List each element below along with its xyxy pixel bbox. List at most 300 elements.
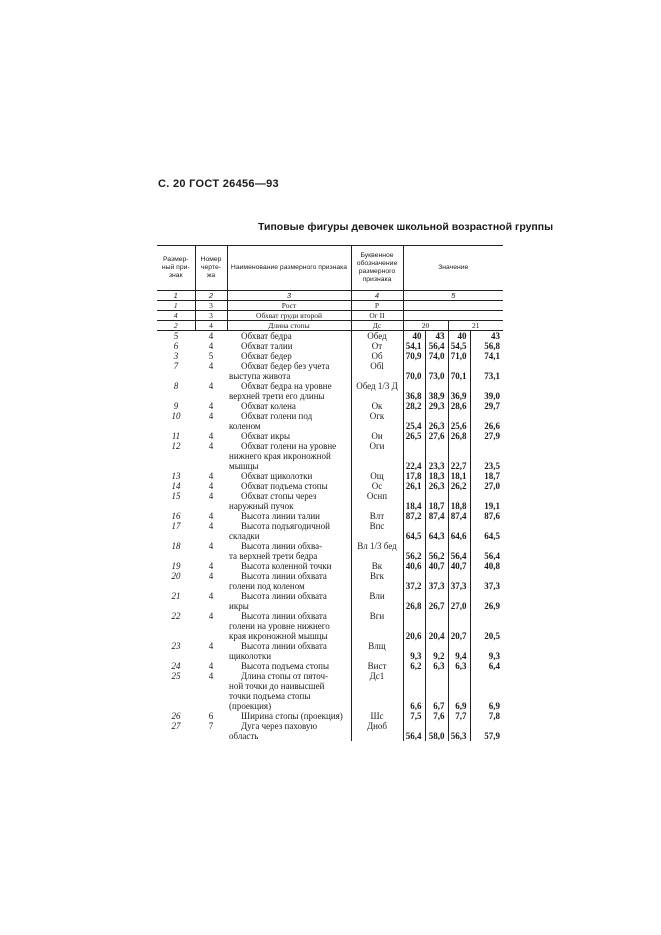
table-row <box>157 341 503 351</box>
row-value: 7,6 <box>425 711 448 721</box>
row-code: Впс <box>351 521 403 531</box>
row-code: Огк <box>351 411 403 421</box>
row-name: Дуга через паховую <box>241 721 318 731</box>
row-code <box>351 461 403 471</box>
row-value: 27,9 <box>470 431 503 441</box>
row-size-no: 16 <box>171 511 181 521</box>
row-name: Высота линии обхвата <box>241 611 327 621</box>
row-name: Обхват талии <box>241 341 293 351</box>
row-value: 56,4 <box>405 731 422 741</box>
row-value: 28,6 <box>448 401 470 411</box>
row-name: Обхват голени под <box>241 411 313 421</box>
row-value: 37,2 <box>405 581 422 591</box>
row-name: Высота линии обхва- <box>241 541 323 551</box>
row-size-no <box>157 621 195 631</box>
row-value: 64,6 <box>448 531 470 541</box>
page-header: С. 20 ГОСТ 26456—93 <box>158 178 279 190</box>
row-value <box>425 381 448 391</box>
row-code <box>351 631 403 641</box>
row-value: 6,9 <box>470 701 503 711</box>
row-code <box>351 731 403 741</box>
row-value: 54,1 <box>405 341 422 351</box>
row-value: 40 <box>448 331 470 342</box>
row-value: 56,3 <box>448 731 470 741</box>
row-value: 38,9 <box>425 391 448 401</box>
row-name: верхней трети его длины <box>229 391 325 401</box>
row-name: Обхват бедра на уровне <box>241 381 332 391</box>
row-name: Ширина стопы (проекция) <box>241 711 343 721</box>
row-code: Ос <box>351 481 403 491</box>
col-number: 5 <box>403 291 503 301</box>
row-value <box>403 381 425 391</box>
row-value: 17,8 <box>405 471 422 481</box>
row-name: икры <box>229 601 249 611</box>
col-header-code: Буквенное обозначение размерного признака <box>351 246 403 291</box>
row-value: 28,2 <box>405 401 422 411</box>
row-value: 9,3 <box>410 651 422 661</box>
row-name: Высота линии обхвата <box>241 571 327 581</box>
row-code <box>351 451 403 461</box>
row-value: 43 <box>425 331 448 342</box>
row-size-no: 14 <box>171 481 181 491</box>
row-code: Ои <box>351 431 403 441</box>
row-name: Обхват груди второй <box>227 311 351 321</box>
row-drawing-no: 4 <box>195 321 227 331</box>
row-code: Обl <box>351 361 403 371</box>
row-code: Влт <box>351 511 403 521</box>
row-size-no <box>157 501 195 511</box>
row-name: Обхват бедер без учета <box>241 361 330 371</box>
row-value: 7,5 <box>410 711 422 721</box>
row-value: 6,3 <box>448 661 470 671</box>
row-value <box>425 671 448 681</box>
table-row <box>157 651 503 661</box>
row-value <box>470 491 503 501</box>
row-name: коленом <box>229 421 261 431</box>
table-row <box>157 421 503 431</box>
row-size-no: 25 <box>171 671 181 681</box>
row-value <box>470 381 503 391</box>
row-value <box>448 571 470 581</box>
row-drawing-no: 4 <box>208 361 214 371</box>
col-number: 4 <box>351 291 403 301</box>
row-value: 57,9 <box>470 731 503 741</box>
row-drawing-no: 4 <box>208 591 214 601</box>
row-value <box>425 491 448 501</box>
row-drawing-no: 4 <box>208 431 214 441</box>
row-value: 56,8 <box>470 341 503 351</box>
row-size-no <box>157 421 195 431</box>
row-value: 6,3 <box>425 661 448 671</box>
table-row <box>157 441 503 451</box>
table-row <box>157 511 503 521</box>
row-drawing-no <box>195 551 227 561</box>
row-value: 18,7 <box>470 471 503 481</box>
table-row <box>157 521 503 531</box>
row-drawing-no: 4 <box>208 401 214 411</box>
row-name: Обхват щиколотки <box>241 471 313 481</box>
row-size-no <box>157 581 195 591</box>
row-code <box>351 651 403 661</box>
row-size-no <box>157 601 195 611</box>
row-name: складки <box>229 531 260 541</box>
table-row <box>157 681 503 691</box>
table-row-special <box>157 311 503 321</box>
row-value: 26,7 <box>425 601 448 611</box>
row-drawing-no: 6 <box>208 711 214 721</box>
row-value: 64,3 <box>425 531 448 541</box>
header-row <box>157 246 503 291</box>
row-value <box>425 591 448 601</box>
row-drawing-no: 4 <box>208 571 214 581</box>
row-value: 27,0 <box>448 601 470 611</box>
row-value <box>403 591 425 601</box>
row-drawing-no: 7 <box>208 721 214 731</box>
row-drawing-no <box>195 501 227 511</box>
row-value: 9,4 <box>448 651 470 661</box>
row-value: 70,0 <box>405 371 422 381</box>
row-code: Оги <box>351 441 403 451</box>
row-name: щиколотки <box>229 651 272 661</box>
row-drawing-no <box>195 421 227 431</box>
table-row <box>157 471 503 481</box>
table-row <box>157 351 503 361</box>
row-value <box>470 691 503 701</box>
row-size-no: 6 <box>173 341 179 351</box>
row-drawing-no <box>195 531 227 541</box>
row-value <box>425 361 448 371</box>
row-size-no: 13 <box>171 471 181 481</box>
table-title: Типовые фигуры девочек школьной возрастной группы <box>258 221 554 233</box>
row-code <box>351 701 403 711</box>
table-row <box>157 331 503 342</box>
row-code: Дс <box>351 321 403 331</box>
table-row <box>157 731 503 741</box>
row-name: Обхват голени на уровне <box>241 441 337 451</box>
row-drawing-no: 4 <box>208 471 214 481</box>
row-code <box>351 691 403 701</box>
row-value: 87,4 <box>448 511 470 521</box>
table-row <box>157 721 503 731</box>
row-value: 18,1 <box>448 471 470 481</box>
row-name: Высота коленной точки <box>241 561 332 571</box>
row-code: Вл 1/3 бед <box>351 541 403 551</box>
row-value <box>470 361 503 371</box>
table-row <box>157 361 503 371</box>
row-code: Дс1 <box>351 671 403 681</box>
table-row <box>157 541 503 551</box>
row-value <box>470 411 503 421</box>
row-code <box>351 551 403 561</box>
row-size-no <box>157 651 195 661</box>
row-code: Обед <box>351 331 403 342</box>
row-value <box>470 541 503 551</box>
row-name: края икроножной мышцы <box>229 631 328 641</box>
row-name: Высота линии талии <box>241 511 320 521</box>
row-size-no: 7 <box>173 361 179 371</box>
row-drawing-no: 4 <box>208 331 214 341</box>
row-code: Р <box>351 301 403 311</box>
row-value <box>470 591 503 601</box>
row-drawing-no <box>195 631 227 641</box>
row-value <box>470 521 503 531</box>
row-drawing-no: 4 <box>208 541 214 551</box>
row-value: 6,6 <box>410 701 422 711</box>
row-name: Высота подъема стопы <box>241 661 330 671</box>
row-value <box>448 611 470 621</box>
row-drawing-no: 4 <box>208 611 214 621</box>
row-size-no: 21 <box>171 591 181 601</box>
row-value: 19,1 <box>470 501 503 511</box>
row-value <box>403 691 425 701</box>
row-value: 70,9 <box>405 351 422 361</box>
row-code: Оснп <box>351 491 403 501</box>
row-drawing-no: 4 <box>208 491 214 501</box>
row-value <box>470 441 503 451</box>
row-value <box>403 671 425 681</box>
row-value: 39,0 <box>470 391 503 401</box>
row-drawing-no: 4 <box>208 341 214 351</box>
row-size-no <box>157 681 195 691</box>
row-code: Вги <box>351 611 403 621</box>
row-size-no <box>157 701 195 711</box>
row-value <box>425 691 448 701</box>
row-value: 26,3 <box>425 421 448 431</box>
row-drawing-no <box>195 651 227 661</box>
row-value: 18,3 <box>425 471 448 481</box>
row-drawing-no: 4 <box>208 411 214 421</box>
table-row <box>157 581 503 591</box>
row-size-no <box>157 731 195 741</box>
row-value: 26,5 <box>405 431 422 441</box>
row-value <box>470 641 503 651</box>
row-size-no: 26 <box>171 711 181 721</box>
table-row-special <box>157 321 503 331</box>
row-value: 20,7 <box>448 631 470 641</box>
row-value: 18,8 <box>448 501 470 511</box>
row-drawing-no: 4 <box>208 441 214 451</box>
row-value: 9,3 <box>470 651 503 661</box>
table-row <box>157 711 503 721</box>
row-name: Обхват стопы через <box>241 491 317 501</box>
row-value <box>470 451 503 461</box>
row-name: Обхват бедра <box>241 331 292 341</box>
row-code: Обед 1/3 Д <box>351 381 403 391</box>
row-size-no: 2 <box>157 321 195 331</box>
row-name: Обхват подъема стопы <box>241 481 328 491</box>
table-row <box>157 451 503 461</box>
row-size-no <box>157 371 195 381</box>
table-row-special <box>157 301 503 311</box>
row-drawing-no: 4 <box>208 381 214 391</box>
row-value: 29,7 <box>470 401 503 411</box>
row-code: От <box>351 341 403 351</box>
table-row <box>157 461 503 471</box>
row-code <box>351 601 403 611</box>
row-code <box>351 501 403 511</box>
row-name: Рост <box>227 301 351 311</box>
row-value: 7,7 <box>448 711 470 721</box>
row-value: 56,4 <box>448 551 470 561</box>
row-drawing-no: 4 <box>208 521 214 531</box>
row-value: 26,3 <box>425 481 448 491</box>
table-row <box>157 621 503 631</box>
row-value: 54,5 <box>448 341 470 351</box>
row-code: Шс <box>351 711 403 721</box>
row-size-no: 10 <box>171 411 181 421</box>
row-value <box>448 441 470 451</box>
row-value: 20,5 <box>470 631 503 641</box>
row-value <box>403 451 425 461</box>
row-value: 40,6 <box>405 561 422 571</box>
row-name: та верхней трети бедра <box>229 551 318 561</box>
row-value: 18,7 <box>425 501 448 511</box>
row-value <box>425 641 448 651</box>
row-value <box>403 721 425 731</box>
row-value: 43 <box>470 331 503 342</box>
row-value <box>448 411 470 421</box>
row-name: Обхват бедер <box>241 351 292 361</box>
row-drawing-no <box>195 701 227 711</box>
row-value: 25,4 <box>405 421 422 431</box>
row-value <box>470 611 503 621</box>
row-drawing-no: 3 <box>195 311 227 321</box>
row-value <box>403 541 425 551</box>
row-name: Обхват икры <box>241 431 291 441</box>
row-value <box>403 681 425 691</box>
table-row <box>157 531 503 541</box>
row-name: Длина стопы <box>227 321 351 331</box>
row-name: (проекция) <box>229 701 272 711</box>
row-value <box>403 521 425 531</box>
row-drawing-no <box>195 391 227 401</box>
row-name: голени на уровне нижнего <box>229 621 330 631</box>
row-value: 58,0 <box>425 731 448 741</box>
table-row <box>157 691 503 701</box>
row-value: 87,2 <box>405 511 422 521</box>
row-value <box>448 491 470 501</box>
row-value: 40,7 <box>425 561 448 571</box>
row-size-no: 18 <box>171 541 181 551</box>
row-code: Об <box>351 351 403 361</box>
row-code: Влщ <box>351 641 403 651</box>
row-value: 23,5 <box>470 461 503 471</box>
table-row <box>157 701 503 711</box>
row-size-no <box>157 451 195 461</box>
row-size-no <box>157 631 195 641</box>
row-drawing-no: 4 <box>208 561 214 571</box>
row-size-no: 22 <box>171 611 181 621</box>
table-row <box>157 481 503 491</box>
row-value: 64,5 <box>470 531 503 541</box>
row-value <box>403 571 425 581</box>
row-value <box>448 671 470 681</box>
row-value <box>425 611 448 621</box>
row-value: 36,9 <box>448 391 470 401</box>
table-row <box>157 601 503 611</box>
row-name: Высота линии обхвата <box>241 641 327 651</box>
measurements-table <box>157 245 503 741</box>
col-number: 1 <box>157 291 195 301</box>
row-value: 40,8 <box>470 561 503 571</box>
row-value <box>403 641 425 651</box>
row-drawing-no: 4 <box>208 641 214 651</box>
row-size-no: 4 <box>157 311 195 321</box>
row-drawing-no <box>195 451 227 461</box>
table-row <box>157 501 503 511</box>
row-drawing-no <box>195 621 227 631</box>
row-value: 26,1 <box>405 481 422 491</box>
row-size-no: 15 <box>171 491 181 501</box>
row-value: 6,2 <box>410 661 422 671</box>
row-value: 40,7 <box>448 561 470 571</box>
row-code <box>351 391 403 401</box>
row-size-no: 5 <box>173 331 179 341</box>
row-name: Обхват колена <box>241 401 296 411</box>
row-drawing-no: 3 <box>195 301 227 311</box>
row-value <box>448 591 470 601</box>
row-value: 27,6 <box>425 431 448 441</box>
row-value: 25,6 <box>448 421 470 431</box>
row-drawing-no: 4 <box>208 481 214 491</box>
row-value <box>403 491 425 501</box>
table-row <box>157 431 503 441</box>
row-value: 37,3 <box>470 581 503 591</box>
row-value <box>448 621 470 631</box>
row-value <box>425 621 448 631</box>
table-row <box>157 551 503 561</box>
row-value <box>448 451 470 461</box>
row-name: выступа живота <box>229 371 291 381</box>
row-size-no <box>157 691 195 701</box>
row-code <box>351 621 403 631</box>
table-row <box>157 491 503 501</box>
row-value: 22,7 <box>448 461 470 471</box>
row-value <box>448 541 470 551</box>
row-size-no <box>157 461 195 471</box>
row-drawing-no <box>195 581 227 591</box>
row-value <box>425 721 448 731</box>
row-code: Вк <box>351 561 403 571</box>
row-name: Высота линии обхвата <box>241 591 327 601</box>
row-code <box>351 681 403 691</box>
row-drawing-no: 5 <box>208 351 214 361</box>
row-size-no: 12 <box>171 441 181 451</box>
row-value: 23,3 <box>425 461 448 471</box>
row-value <box>448 681 470 691</box>
row-value: 9,2 <box>425 651 448 661</box>
row-value: 6,7 <box>425 701 448 711</box>
row-value: 74,0 <box>425 351 448 361</box>
row-value: 26,2 <box>448 481 470 491</box>
row-value: 6,9 <box>448 701 470 711</box>
row-value <box>403 441 425 451</box>
row-code: Ок <box>351 401 403 411</box>
row-value <box>448 521 470 531</box>
row-value <box>470 621 503 631</box>
row-size-no: 8 <box>173 381 179 391</box>
col-number: 3 <box>227 291 351 301</box>
row-value <box>425 441 448 451</box>
row-value <box>425 541 448 551</box>
row-value: 56,4 <box>470 551 503 561</box>
row-value <box>448 721 470 731</box>
row-size-no <box>157 531 195 541</box>
row-value <box>448 381 470 391</box>
row-drawing-no <box>195 601 227 611</box>
row-value: 26,8 <box>405 601 422 611</box>
col-number: 2 <box>195 291 227 301</box>
